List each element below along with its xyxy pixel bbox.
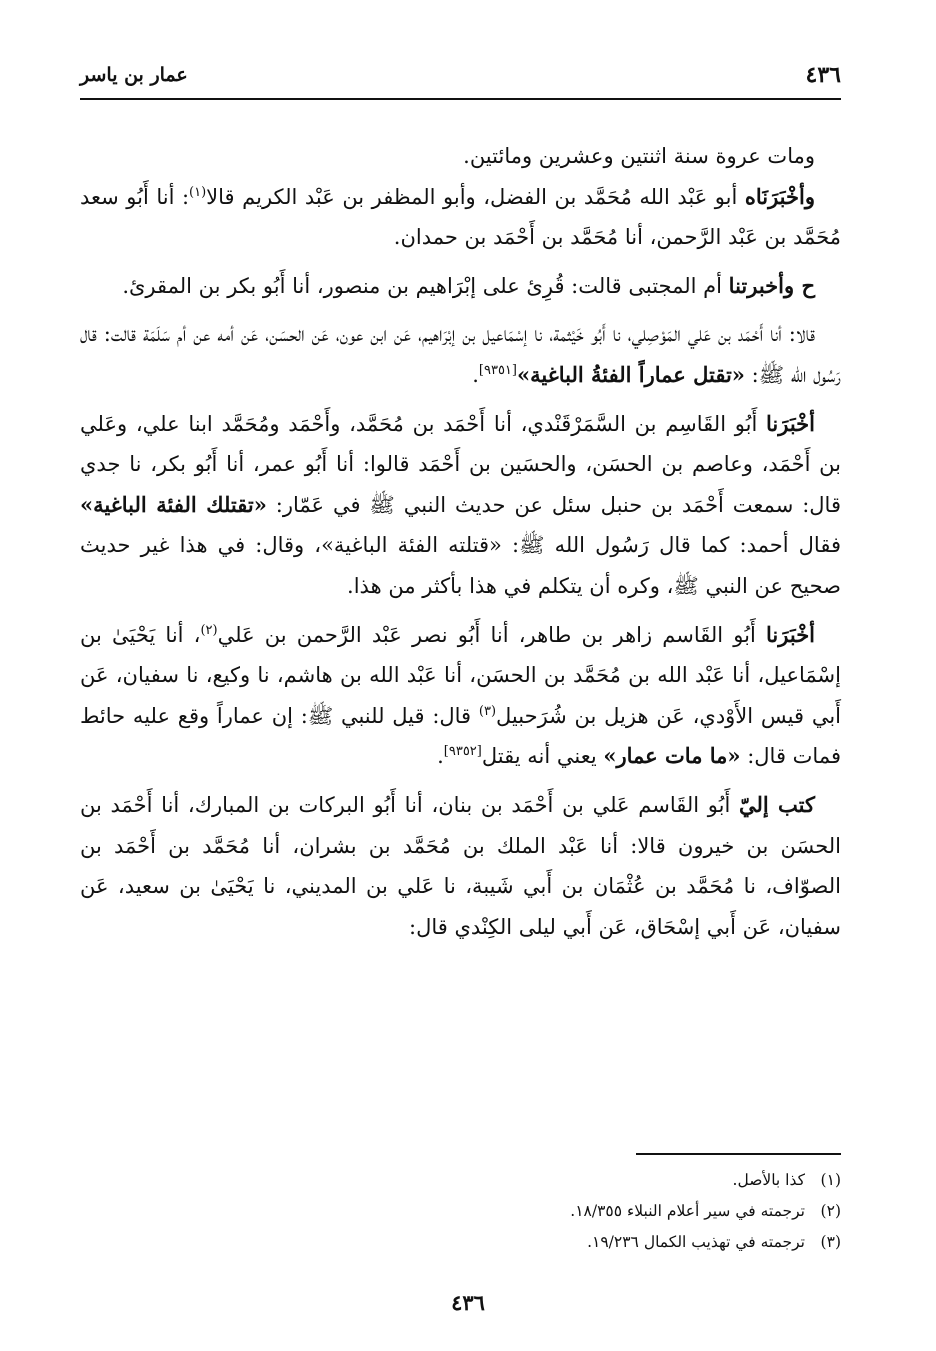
paragraph-text-cont: : أنا أَبُو سعد مُحَمَّد بن عَبْد الرَّحمن، أنا مُحَمَّد بن أَحْمَد بن حمدان. xyxy=(80,184,841,250)
hadith-quote: «تقتل عماراً الفئةُ الباغية» xyxy=(517,361,745,387)
running-title: عمار بن ياسر xyxy=(80,64,188,86)
hadith-number: [٩٣٥١] xyxy=(478,362,517,378)
paragraph-text-cont: . xyxy=(437,744,444,769)
footnote-2 xyxy=(80,1196,841,1227)
paragraph-7 xyxy=(80,785,841,947)
paragraph-text: أَبُو القَاسِم بن السَّمَرْقَنْدي، أنا أَحْمَد بن مُحَمَّد، وأَحْمَد ومُحَمَّد ابنا علي، وعَلي بن أَحْمَد، وعاصم بن الحسَن، والحسَين بن أَحْمَد قالوا: أنا أَبُو عمر، أنا أَبُو بكر، نا جدي قال: سمعت أَحْمَد بن حنبل سئل عن حديث النبي ﷺ في عَمّار: xyxy=(80,411,841,517)
paragraph-text: قالا: أنا أَحْمَد بن عَلي المَوْصِلي، نا أَبُو خَيْثمة، نا إسْمَاعيل بن إبْرَاهيم، عَن ابن عون، عَن الحسَن، عَن أمه عن أم سَلَمَة قالت: قال رَسُول الله ﷺ: xyxy=(80,322,841,387)
paragraph-2 xyxy=(80,177,841,258)
footnote-ref: (١) xyxy=(189,184,207,200)
footnote-divider xyxy=(636,1153,841,1155)
footnote-number: (٢) xyxy=(820,1202,841,1220)
paragraph-text: أم المجتبى قالت: قُرِئ على إبْرَاهيم بن منصور، أنا أَبُو بكر بن المقرئ. xyxy=(122,273,729,298)
footnote-ref: (٢) xyxy=(200,622,218,638)
paragraph-lead: وأخْبَرَنَاه xyxy=(744,183,815,209)
footnote-1 xyxy=(80,1165,841,1196)
hadith-quote: «ما مات عمار» xyxy=(603,743,741,769)
paragraph-text-cont: . xyxy=(472,362,479,387)
page-header xyxy=(80,58,841,100)
paragraph-text: ومات عروة سنة اثنتين وعشرين ومائتين. xyxy=(463,144,815,168)
paragraph-3 xyxy=(80,266,841,307)
paragraph-1 xyxy=(80,136,841,177)
paragraph-text: أَبُو القَاسم زاهر بن طاهر، أنا أَبُو نصر عَبْد الرَّحمن بن عَلي xyxy=(217,622,767,647)
footnote-3 xyxy=(80,1227,841,1258)
footnote-text: ترجمته في تهذيب الكمال ١٩/٢٣٦. xyxy=(587,1233,805,1251)
paragraph-text-cont: ، أنا يَحْيَىٰ بن إسْمَاعيل، أنا عَبْد الله بن مُحَمَّد بن الحسَن، أنا عَبْد الله بن هاشم، نا وكيع، نا سفيان، عَن أَبي قيس الأَوْدي، عَن هزيل بن شُرَحبيل xyxy=(80,622,841,728)
paragraph-lead: أخْبَرَنا xyxy=(766,410,815,436)
paragraph-text-cont: قال: قيل للنبي ﷺ: إن عماراً وقع عليه حائط فمات قال: xyxy=(80,703,841,769)
paragraph-5 xyxy=(80,404,841,607)
paragraph-lead: ح وأخبرتنا xyxy=(728,272,815,298)
footer-page-number: ٤٣٦ xyxy=(451,1290,485,1315)
paragraph-text: أبو عَبْد الله مُحَمَّد بن الفضل، وأبو المظفر بن عَبْد الكريم قالا xyxy=(206,184,745,209)
paragraph-text-cont: يعني أنه يقتل xyxy=(481,744,604,769)
paragraph-lead: أخْبَرَنا xyxy=(766,621,816,647)
paragraph-lead: كتب إليّ xyxy=(738,791,815,817)
footnote-number: (١) xyxy=(820,1171,841,1189)
paragraph-6 xyxy=(80,615,841,777)
paragraph-text: أَبُو القَاسم عَلي بن أَحْمَد بن بنان، أنا أَبُو البركات بن المبارك، أنا أَحْمَد بن الحسَن بن خيرون قالا: أنا عَبْد الملك بن مُحَمَّد بن بشران، أنا مُحَمَّد بن أَحْمَد بن الصوّاف، نا مُحَمَّد بن عُثْمَان بن أَبي شَيبة، نا عَلي بن المديني، نا يَحْيَىٰ بن سعيد، عَن سفيان، عَن أَبي إسْحَاق، عَن أَبي ليلى الكِنْدي قال: xyxy=(80,792,841,939)
footnote-text: ترجمته في سير أعلام النبلاء ١٨/٣٥٥. xyxy=(570,1202,805,1220)
footnote-text: كذا بالأصل. xyxy=(732,1171,805,1189)
footnote-number: (٣) xyxy=(820,1233,841,1251)
footnote-ref: (٣) xyxy=(478,703,497,719)
header-page-number: ٤٣٦ xyxy=(805,62,841,88)
hadith-quote: «تقتلك الفئة الباغية» xyxy=(80,491,267,517)
paragraph-text-cont: فقال أحمد: كما قال رَسُول الله ﷺ: «قتلته الفئة الباغية»، وقال: في هذا غير حديث صحيح عن النبي ﷺ، وكره أن يتكلم في هذا بأكثر من هذا. xyxy=(80,533,841,598)
hadith-number: [٩٣٥٢] xyxy=(443,744,482,760)
footnotes xyxy=(80,1165,841,1258)
main-text xyxy=(80,136,841,955)
paragraph-4 xyxy=(80,314,841,395)
